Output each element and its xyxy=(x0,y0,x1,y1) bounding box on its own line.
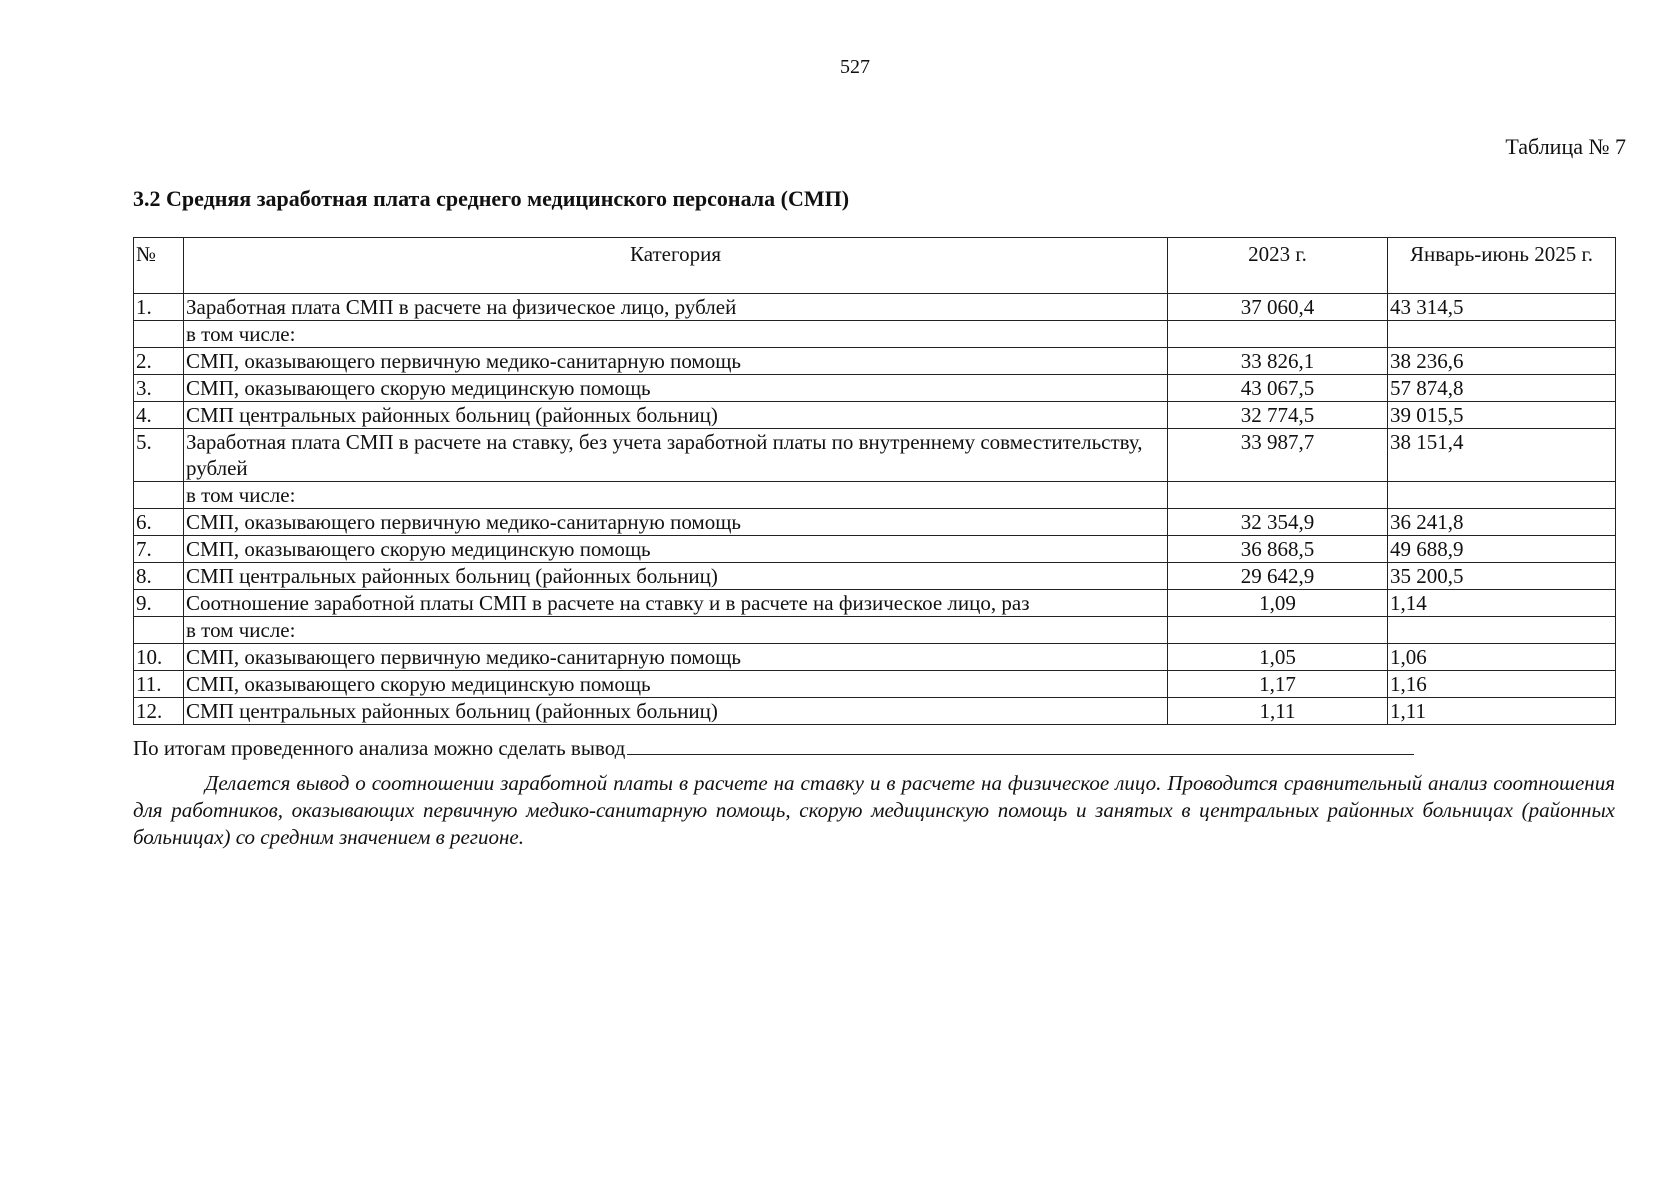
row-category: СМП, оказывающего скорую медицинскую помощь xyxy=(184,671,1168,698)
row-value-2025: 1,14 xyxy=(1388,590,1616,617)
row-value-2025 xyxy=(1388,321,1616,348)
table-row xyxy=(134,429,1616,482)
row-number: 5. xyxy=(134,429,184,482)
table-row xyxy=(134,482,1616,509)
row-category: Заработная плата СМП в расчете на ставку, без учета заработной платы по внутреннему совместительству, рублей xyxy=(184,429,1168,482)
header-category: Категория xyxy=(184,238,1168,294)
row-number: 4. xyxy=(134,402,184,429)
row-value-2025: 49 688,9 xyxy=(1388,536,1616,563)
row-value-2023: 37 060,4 xyxy=(1168,294,1388,321)
row-category: СМП, оказывающего скорую медицинскую помощь xyxy=(184,375,1168,402)
row-value-2025: 38 151,4 xyxy=(1388,429,1616,482)
row-number: 7. xyxy=(134,536,184,563)
row-category: СМП центральных районных больниц (районных больниц) xyxy=(184,402,1168,429)
table-row xyxy=(134,590,1616,617)
table-row xyxy=(134,321,1616,348)
page-number: 527 xyxy=(840,56,870,78)
row-value-2025: 1,06 xyxy=(1388,644,1616,671)
row-number: 6. xyxy=(134,509,184,536)
row-value-2025: 36 241,8 xyxy=(1388,509,1616,536)
row-number: 10. xyxy=(134,644,184,671)
row-value-2023: 36 868,5 xyxy=(1168,536,1388,563)
row-value-2023: 29 642,9 xyxy=(1168,563,1388,590)
row-number: 11. xyxy=(134,671,184,698)
row-value-2023: 1,17 xyxy=(1168,671,1388,698)
row-value-2025: 35 200,5 xyxy=(1388,563,1616,590)
header-jan-jun-2025: Январь-июнь 2025 г. xyxy=(1388,238,1616,294)
row-category: в том числе: xyxy=(184,482,1168,509)
table-row xyxy=(134,348,1616,375)
table-row xyxy=(134,509,1616,536)
table-row xyxy=(134,644,1616,671)
row-value-2023: 1,09 xyxy=(1168,590,1388,617)
row-value-2023: 43 067,5 xyxy=(1168,375,1388,402)
row-category: СМП, оказывающего первичную медико-санитарную помощь xyxy=(184,348,1168,375)
row-value-2025: 38 236,6 xyxy=(1388,348,1616,375)
row-number: 3. xyxy=(134,375,184,402)
row-number xyxy=(134,321,184,348)
row-category: Заработная плата СМП в расчете на физическое лицо, рублей xyxy=(184,294,1168,321)
row-category: Соотношение заработной платы СМП в расчете на ставку и в расчете на физическое лицо, раз xyxy=(184,590,1168,617)
row-value-2023: 33 826,1 xyxy=(1168,348,1388,375)
row-value-2025: 1,16 xyxy=(1388,671,1616,698)
row-category: СМП, оказывающего первичную медико-санитарную помощь xyxy=(184,644,1168,671)
salary-table xyxy=(133,237,1616,725)
conclusion-line xyxy=(133,736,1414,761)
row-number: 9. xyxy=(134,590,184,617)
table-row xyxy=(134,698,1616,725)
table-row xyxy=(134,671,1616,698)
explanation-text: Делается вывод о соотношении заработной платы в расчете на ставку и в расчете на физическое лицо. Проводится сравнительный анализ соотношения для работников, оказывающих первичную медико-санитарную помощь, скорую медицинскую помощь и занятых в центральных районных больницах (районных больницах) со средним значением в регионе. xyxy=(133,771,1615,849)
row-category: СМП, оказывающего скорую медицинскую помощь xyxy=(184,536,1168,563)
row-number: 2. xyxy=(134,348,184,375)
row-value-2023: 33 987,7 xyxy=(1168,429,1388,482)
row-value-2023: 1,11 xyxy=(1168,698,1388,725)
table-row xyxy=(134,402,1616,429)
row-value-2023 xyxy=(1168,617,1388,644)
row-number: 12. xyxy=(134,698,184,725)
row-category: СМП, оказывающего первичную медико-санитарную помощь xyxy=(184,509,1168,536)
row-number xyxy=(134,482,184,509)
row-number: 1. xyxy=(134,294,184,321)
row-category: в том числе: xyxy=(184,321,1168,348)
row-category: СМП центральных районных больниц (районных больниц) xyxy=(184,698,1168,725)
table-label: Таблица № 7 xyxy=(1505,134,1626,159)
row-category: СМП центральных районных больниц (районных больниц) xyxy=(184,563,1168,590)
table-row xyxy=(134,294,1616,321)
row-value-2025: 1,11 xyxy=(1388,698,1616,725)
header-2023: 2023 г. xyxy=(1168,238,1388,294)
row-value-2023 xyxy=(1168,482,1388,509)
row-value-2023: 32 774,5 xyxy=(1168,402,1388,429)
table-row xyxy=(134,375,1616,402)
row-value-2023: 1,05 xyxy=(1168,644,1388,671)
table-row xyxy=(134,617,1616,644)
row-number: 8. xyxy=(134,563,184,590)
row-value-2025: 39 015,5 xyxy=(1388,402,1616,429)
table-row xyxy=(134,536,1616,563)
row-value-2025 xyxy=(1388,482,1616,509)
row-value-2023: 32 354,9 xyxy=(1168,509,1388,536)
row-value-2023 xyxy=(1168,321,1388,348)
table-body xyxy=(134,238,1616,725)
row-value-2025 xyxy=(1388,617,1616,644)
row-value-2025: 43 314,5 xyxy=(1388,294,1616,321)
header-number: № xyxy=(134,238,184,294)
section-title: 3.2 Средняя заработная плата среднего медицинского персонала (СМП) xyxy=(133,186,850,211)
conclusion-prompt: По итогам проведенного анализа можно сделать вывод xyxy=(133,736,626,760)
row-category: в том числе: xyxy=(184,617,1168,644)
table-row xyxy=(134,563,1616,590)
row-number xyxy=(134,617,184,644)
table-header-row xyxy=(134,238,1616,294)
row-value-2025: 57 874,8 xyxy=(1388,375,1616,402)
fill-in-blank xyxy=(627,754,1414,755)
